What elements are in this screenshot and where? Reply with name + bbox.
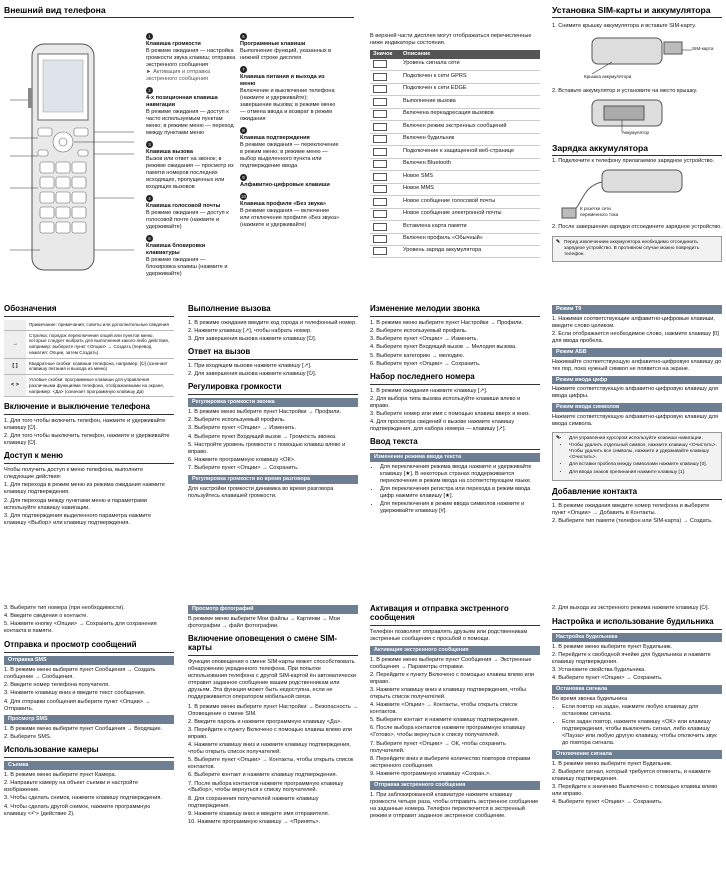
- key-title: Клавиша профиля «Без звука»: [240, 200, 326, 207]
- step: 6. Нажмите программную клавишу <ОК>.: [188, 456, 296, 463]
- alarm-off-bar: Отключение сигнала: [552, 750, 722, 759]
- note-bullet: • Для управления курсором используйте клавиши навигации.: [569, 436, 718, 442]
- keypad-key: [72, 222, 86, 233]
- step: 3. Выберите тип номера (при необходимости).: [4, 605, 125, 611]
- step: 1. В режиме меню выберите пункт Камера.: [4, 772, 117, 779]
- step: 1. Нажимая соответствующие алфавитно-цифровые клавиши, введите слово целиком.: [552, 315, 715, 329]
- callout-number: 4: [146, 195, 153, 202]
- step: 5. Настройте уровень громкости с помощью клавиш влево и вправо.: [188, 441, 346, 455]
- menu-access-intro: Чтобы получить доступ к меню телефона, выполните следующие действия:: [4, 467, 144, 481]
- note-icon: ✎: [556, 436, 561, 442]
- step: 4. Для отправки сообщения выберите пункт <Опции> → Отправить.: [4, 698, 151, 712]
- emergency-title: Активация и отправка экстренного сообщения: [370, 604, 509, 622]
- indicator-desc: Включена переадресация вызовов: [403, 110, 494, 117]
- step: 4. Выберите пункт Входящий вызов → Мелодия вызова.: [370, 344, 517, 351]
- alarm-section: [552, 605, 722, 808]
- alarm-setup-bar: Настройка будильника: [552, 633, 722, 642]
- alarm-stop-bar: Остановка сигнала: [552, 685, 722, 694]
- key-title: Клавиша громкости: [146, 40, 201, 47]
- key-description: [146, 141, 236, 191]
- indicator-row: [370, 171, 540, 183]
- step: 2. Для выхода из экстренного режима нажмите клавишу [⏻].: [552, 605, 710, 611]
- menu-access-title: Доступ к меню: [4, 451, 63, 461]
- indicator-row: [370, 221, 540, 233]
- indicator-row: [370, 196, 540, 208]
- keypad-key: [56, 177, 70, 188]
- key-text: Включение и выключение телефона (нажмите и удерживайте); завершение вызова; в режиме меню — отмена ввода и возврат в режим ожидания: [240, 87, 336, 122]
- step: 2. Выберите сигнал, который требуется отменить, и нажмите клавишу подтверждения.: [552, 769, 711, 783]
- answer-call-title: Ответ на вызов: [188, 347, 251, 357]
- callout-number: 2: [146, 87, 153, 94]
- step: 2. Введите пароль и нажмите программную клавишу <Да>.: [188, 718, 342, 725]
- step: 7. После выбора контактов нажмите программную клавишу <Выбор>, чтобы вернуться к списку получателей.: [188, 780, 344, 794]
- step: 2. Для выбора типа вызова используйте клавиши влево и вправо.: [370, 395, 521, 409]
- sim-alert-title: Включение оповещения о смене SIM-карты: [188, 633, 338, 652]
- indicator-row: [370, 83, 540, 95]
- step: 1. При заблокированной клавиатуре нажмите клавишу громкости четыре раза, чтобы отправить экстренное сообщение на заданные номера. Телефон переключится в экстренный режим и отправит заданное экстренное сообщение.: [370, 791, 539, 819]
- key-description: [240, 127, 340, 170]
- step: 3. Для завершения вызова нажмите клавишу [⏻].: [188, 336, 317, 343]
- step: 6. Выберите контакт и нажмите клавишу подтверждения.: [188, 772, 338, 779]
- step: 2. Введите номер телефона получателя.: [4, 682, 110, 689]
- step: 4. Нажмите <Опции> → Контакты, чтобы открыть список контактов.: [370, 702, 518, 716]
- indicator-row: [370, 71, 540, 83]
- note-icon: ✎: [556, 240, 561, 246]
- calls-section: [188, 305, 358, 501]
- sim-step1: 1. Снимите крышку аккумулятора и вставьте SIM-карту.: [552, 23, 697, 30]
- step: 1. В режиме меню выберите пункт Сообщения → Экстренные сообщения → Параметры отправки.: [370, 656, 532, 670]
- indicator-icon: [373, 247, 387, 255]
- step: 3. Нажмите клавишу вниз и клавишу подтверждения, чтобы открыть список получателей.: [370, 686, 527, 700]
- indicator-icon: [373, 185, 387, 193]
- bullet: • Для переключения регистра или перехода в режим ввода цифр нажмите клавишу [★].: [380, 486, 540, 500]
- sim-title: Установка SIM-карты и аккумулятора: [552, 5, 711, 15]
- label-battery-cover: Крышка аккумулятора: [584, 73, 632, 79]
- callout-number: 7: [240, 66, 247, 73]
- bullet: • Если повтор на задан, нажмите любую клавишу для остановки сигнала.: [562, 704, 722, 718]
- callout-number: 8: [240, 127, 247, 134]
- key-text: В режиме ожидания — доступ к голосовой почте (нажмите и удерживайте): [146, 209, 229, 230]
- alarm-title: Настройка и использование будильника: [552, 616, 714, 626]
- volume-title: Регулировка громкости: [188, 382, 282, 392]
- indicator-desc: Подключение к защищенной веб-странице: [403, 147, 515, 154]
- key-description: [240, 66, 340, 123]
- legend-row: [4, 358, 174, 374]
- indicator-desc: Включен Bluetooth: [403, 160, 451, 167]
- step: 5. Выберите пункт <Опции> → Контакты, чтобы открыть список контактов.: [188, 757, 354, 771]
- keypad-key: [72, 177, 86, 188]
- step: 1. В режиме меню выберите пункт Сообщения → Входящие.: [4, 726, 163, 733]
- charge-step2: 2. После завершения зарядки отсоедините зарядное устройство.: [552, 224, 722, 231]
- view-photos-text: В режиме меню выберите Мои файлы → Картинки → Мои фотографии → файл фотографии.: [188, 615, 340, 629]
- label-sim: SIM-карта: [692, 45, 714, 51]
- abc-text: Нажимайте соответствующую алфавитно-цифровую клавишу до тех пор, пока нужный символ не появится на экране.: [552, 358, 722, 372]
- make-call-title: Выполнение вызова: [188, 304, 271, 313]
- symbols-text: Нажмите соответствующую алфавитно-цифровую клавишу для ввода символа.: [552, 414, 719, 428]
- step: 2. Выберите SMS.: [4, 734, 52, 741]
- digits-text: Нажмите соответствующую алфавитно-цифровую клавишу для ввода цифры.: [552, 386, 719, 400]
- indicator-desc: Новое MMS: [403, 185, 434, 192]
- note-bullet: • Для вставки пробела между символами нажмите клавишу [0].: [569, 462, 718, 468]
- indicator-icon: [373, 85, 387, 93]
- key-title: Клавиша голосовой почты: [146, 202, 221, 209]
- step: 2. Направьте камеру на объект съемки и настройте изображение.: [4, 780, 138, 794]
- indicator-icon: [373, 160, 387, 168]
- step: 8. Перейдите вниз и выберите количество повторов отправки экстренного сообщения.: [370, 755, 531, 769]
- key-text: В режиме ожидания — включение или отключение профиля «Без звука» (нажмите и удерживайте): [240, 207, 340, 228]
- step: 3. Перейдите к значению Выключено с помощью клавиш влево или вправо.: [552, 784, 718, 798]
- view-sms-bar: Просмотр SMS: [4, 715, 174, 724]
- page-title-phone-appearance: Внешний вид телефона: [4, 5, 106, 15]
- label-battery: Аккумулятор: [622, 129, 650, 135]
- bullet: • Для переключения в режим ввода символов нажмите и удерживайте клавишу [#].: [380, 501, 540, 515]
- legend-text: Угловые скобки: программные клавиши для управления различными функциями телефона, отображаемыми на экране, например: <Да> (означает программную клавишу Да): [29, 377, 165, 394]
- indicator-icon: [373, 198, 387, 206]
- step: 1. В режиме меню выберите пункт Будильник.: [552, 760, 672, 767]
- key-text: В режиме ожидания — переключение в режим меню; в режиме меню — выбор выделенного пункта или подтверждение ввода: [240, 141, 339, 169]
- indicator-desc: Включен режим экстренных сообщений: [403, 122, 507, 129]
- emergency-section: [370, 605, 540, 821]
- step: 3. Перейдите к пункту Включено с помощью клавиш влево или вправо.: [188, 726, 353, 740]
- indicator-row: [370, 96, 540, 108]
- step: 4. Введите сведения о контакте.: [4, 613, 88, 620]
- call-volume-text: Для настройки громкости динамика во время разговора пользуйтесь клавишей громкости.: [188, 485, 334, 499]
- photos-sim-section: [188, 605, 358, 827]
- legend-symbol: →: [4, 330, 26, 358]
- power-title: Включение и выключение телефона: [4, 402, 150, 412]
- indicator-desc: Подключен к сети EDGE: [403, 85, 467, 92]
- charge-note: ✎ Перед извлечением аккумулятора необходимо отсоединить зарядное устройство. В противном случае можно повредить телефон.: [552, 236, 722, 262]
- sim-image: [552, 32, 722, 88]
- indicator-desc: Новое сообщение голосовой почты: [403, 197, 496, 204]
- note-bullet: • Для ввода знаков препинания нажмите клавишу [1].: [569, 470, 718, 476]
- step: 4. Для просмотра сведений о вызове нажмите клавишу подтверждения, для набора номера — клавишу [↗].: [370, 419, 515, 433]
- key-text: Выполнение функций, указанных в нижней строке дисплея: [240, 47, 332, 61]
- step: 9. Нажмите программную клавишу <Сохран.>.: [370, 770, 491, 777]
- key-description: [146, 235, 236, 278]
- callout-number: 9: [240, 174, 247, 181]
- charging-title: Зарядка аккумулятора: [552, 142, 649, 153]
- step: 2. Перейдите к свободной ячейке для будильника и нажмите клавишу подтверждения.: [552, 651, 711, 665]
- step: 2. Выберите используемый профиль.: [370, 328, 468, 335]
- indicator-desc: Уровень заряда аккумулятора: [403, 247, 482, 254]
- input-modes-section: [552, 305, 722, 526]
- step: 3. Установите свойства будильника.: [552, 667, 646, 674]
- step: 1. В режиме меню выберите пункт Настройки → Профили.: [188, 409, 342, 416]
- key-title: Клавиша вызова: [146, 148, 194, 155]
- legend-row: [4, 320, 174, 330]
- step: 1. В режиме ожидания нажмите клавишу [↗].: [370, 387, 488, 394]
- key-text: В режиме ожидания — блокировка клавиш (нажмите и удерживайте): [146, 256, 228, 277]
- step: 4. Выберите пункт Входящий вызов → Громкость звонка.: [188, 433, 337, 440]
- redial-title: Набор последнего номера: [370, 371, 475, 381]
- view-photos-bar: Просмотр фотографий: [188, 605, 358, 614]
- indicator-icon: [373, 173, 387, 181]
- legend-title: Обозначения: [4, 304, 57, 313]
- step: 7. Выберите пункт <Опции> → Сохранить.: [188, 465, 299, 472]
- alarm-stop-intro: Во время звонка будильника: [552, 695, 628, 702]
- step: 3. Выберите пункт <Опции> → Изменить.: [370, 336, 479, 343]
- input-mode-bar: Изменение режима ввода текста: [370, 453, 540, 462]
- step: 1. В режиме ожидания введите код города и телефонный номер.: [188, 319, 357, 326]
- keypad-key: [40, 222, 54, 233]
- indicator-icon: [373, 210, 387, 218]
- indicator-row: [370, 59, 540, 71]
- bullet: • Для переключения режима ввода нажмите и удерживайте клавишу [★]. В некоторых странах поддерживается переключение в режим ввода на соответствующем языке.: [380, 464, 540, 485]
- ring-volume-bar: Регулировка громкости звонка: [188, 398, 358, 407]
- step: 8. Для сохранения получателей нажмите клавишу подтверждения.: [188, 795, 319, 809]
- indicator-icon: [373, 98, 387, 106]
- legend-row: [4, 330, 174, 358]
- step: 5. Нажмите кнопку <Опции> → Сохранить для сохранения контакта в памяти.: [4, 621, 157, 635]
- key-extra: ► Активация и отправка экстренного сообщения: [146, 68, 211, 82]
- callout-number: 10: [241, 193, 246, 199]
- indicator-icon: [373, 123, 387, 131]
- step: 3. Чтобы сделать снимок, нажмите клавишу подтверждения.: [4, 795, 162, 802]
- key-title: Алфавитно-цифровые клавиши: [240, 181, 330, 188]
- indicator-row: [370, 133, 540, 145]
- indicator-icon: [373, 60, 387, 68]
- key-description: [146, 87, 236, 137]
- step: 6. После выбора контактов нажмите программную клавишу <Готово>, чтобы вернуться к списку получателей.: [370, 725, 526, 739]
- indicator-row: [370, 183, 540, 195]
- callout-number: 3: [146, 141, 153, 148]
- callout-number: 5: [146, 235, 153, 242]
- step: 1. В режиме ожидания введите номер телефона и выберите пункт <Опции> → Добавить в Контакты.: [552, 502, 710, 516]
- keypad-key: [56, 162, 70, 173]
- legend-row: [4, 375, 174, 397]
- sim-alert-intro: Функция оповещения о смене SIM-карты может способствовать обнаружению украденного телефона. При попытке использования телефона с другой SIM-картой ён автоматически отправит заданное сообщение вашим родственникам или друзьям. Эта функция может быть недоступна, если не поддерживается оператором мобильной связи.: [188, 658, 356, 700]
- keypad-key: [72, 192, 86, 203]
- label-ac-outlet: К розетке сети переменного тока: [580, 206, 619, 217]
- step: 2. Если отображается необходимое слово, нажмите клавишу [0] для ввода пробела.: [552, 330, 719, 344]
- emergency-send-bar: Отправка экстренного сообщения: [370, 781, 540, 790]
- step: 1. В режиме меню выберите пункт Сообщения → Создать сообщение → Сообщения.: [4, 667, 156, 680]
- step: 2. Выберите используемый профиль.: [188, 417, 286, 424]
- step: 1. В режиме меню выберите пункт Настройки → Профили.: [370, 319, 524, 326]
- battery-image: [552, 96, 722, 140]
- step: 4. Выберите пункт <Опции> → Сохранить.: [552, 675, 663, 682]
- step: 3. Выберите номер или имя с помощью клавиш вверх и вниз.: [370, 411, 531, 418]
- text-input-title: Ввод текста: [370, 437, 418, 447]
- callout-number: 1: [146, 33, 153, 40]
- note-bullet: • Чтобы удалить отдельный символ, нажмите клавишу <Очистить>. Чтобы удалить все символы, нажмите и удерживайте клавишу <Очистить>.: [569, 443, 718, 461]
- step: 5. Выберите контакт и нажмите клавишу подтверждения.: [370, 717, 520, 724]
- indicator-desc: Новое SMS: [403, 172, 433, 179]
- key-title: 4-х позиционная клавиша навигации: [146, 94, 218, 108]
- legend-symbol: [4, 320, 26, 330]
- indicator-desc: Выполнение вызова: [403, 97, 456, 104]
- step: 10. Нажмите программную клавишу → <Принять>.: [188, 818, 321, 825]
- power-steps: 1. Для того чтобы включить телефон, нажмите и удерживайте клавишу [⏻]. 2. Для того чтобы выключить телефон, нажмите и удерживайте клавишу [⏻].: [4, 418, 170, 447]
- step: 1. При входящем вызове нажмите клавишу [↗].: [188, 363, 312, 370]
- indicator-desc: Подключен к сети GPRS: [403, 72, 467, 79]
- digits-bar: Режим ввода цифр: [552, 376, 722, 385]
- key-title: Клавиша питания и выхода из меню: [240, 73, 325, 87]
- step: 4. Чтобы сделать другой снимок, нажмите программную клавишу <↶> (действие 2).: [4, 803, 151, 817]
- menu-access-steps: 1. Для перехода в режим меню из режима ожидания нажмите клавишу подтверждения. 2. Для перехода между пунктами меню и параметрами используйте клавишу навигации. 3. Для подтверждения выделенного параметра нажмите клавишу <Выбор> или клавишу подтверждения.: [4, 482, 165, 526]
- key-text: В режиме ожидания — настройка громкости звука клавиш; отправка экстренного сообщения: [146, 47, 236, 68]
- key-description: [146, 33, 236, 83]
- camera-title: Использование камеры: [4, 745, 99, 755]
- keypad-key: [40, 162, 54, 173]
- indicator-desc: Включен профиль «Обычный»: [403, 235, 483, 242]
- indicators-intro: В верхней части дисплея могут отображаться перечисленные ниже индикаторы состояния.: [370, 33, 532, 46]
- indicator-row: [370, 146, 540, 158]
- indicator-desc: Новое сообщение электронной почты: [403, 210, 502, 217]
- charger-image: [552, 166, 722, 224]
- keypad-key: [40, 207, 54, 218]
- charge-step1: 1. Подключите к телефону прилагаемое зарядное устройство.: [552, 158, 715, 165]
- indicator-icon: [373, 110, 387, 118]
- call-volume-bar: Регулировка громкости во время разговора: [188, 475, 358, 484]
- indicator-icon: [373, 223, 387, 231]
- step: 2. Перейдите к пункту Включено с помощью клавиш влево или вправо.: [370, 671, 535, 685]
- keypad-key: [56, 207, 70, 218]
- key-description: [240, 174, 340, 189]
- indicator-row: [370, 121, 540, 133]
- abc-bar: Режим АБВ: [552, 348, 722, 357]
- phone-illustration: [10, 38, 134, 278]
- messages-title: Отправка и просмотр сообщений: [4, 640, 137, 650]
- indicator-row: [370, 245, 540, 257]
- step: 7. Выберите пункт <Опции> → ОК, чтобы сохранить получателей.: [370, 740, 506, 754]
- step: 3. Выберите пункт <Опции> → Изменить.: [188, 425, 297, 432]
- legend-text: Квадратные скобки: клавиши телефона, например: [⏻] (означает клавишу питания и выхода из меню): [29, 360, 168, 372]
- step: 4. Нажмите клавишу вниз и нажмите клавишу подтверждения, чтобы открыть список получателей.: [188, 742, 351, 755]
- key-description: [146, 195, 236, 231]
- symbols-bar: Режим ввода символов: [552, 403, 722, 412]
- key-title: Клавиша подтверждения: [240, 134, 310, 141]
- add-contact-title: Добавление контакта: [552, 486, 638, 496]
- step: 2. Нажмите клавишу [↗], чтобы набрать номер.: [188, 328, 312, 335]
- key-description: [240, 33, 340, 62]
- indicator-row: [370, 158, 540, 170]
- key-title: Программные клавиши: [240, 40, 306, 47]
- step: 6. Выберите пункт <Опции> → Сохранить.: [370, 360, 481, 367]
- send-sms-bar: Отправка SMS: [4, 656, 174, 665]
- legend-symbol: < >: [4, 375, 26, 397]
- indicator-desc: Уровень сигнала сети: [403, 60, 460, 67]
- step: 5. Выберите категорию → мелодию.: [370, 352, 465, 359]
- legend-section: [4, 305, 174, 528]
- key-description: [240, 193, 340, 229]
- keypad-key: [40, 177, 54, 188]
- bullet: • Если задан повтор, нажмите клавишу <ОК> или клавишу подтверждения, чтобы выключить сигнал, либо клавишу <Пауза> или любую другую клавишу, чтобы отключить звук до повтора сигнала.: [562, 719, 722, 747]
- sim-battery-section: [552, 6, 722, 262]
- ringtone-title: Изменение мелодии звонка: [370, 304, 480, 313]
- key-title: Клавиша блокировки клавиатуры: [146, 242, 206, 256]
- indicator-row: [370, 208, 540, 220]
- legend-table: [4, 320, 174, 397]
- indicators-section: [370, 33, 540, 258]
- keypad-key: [56, 192, 70, 203]
- input-note: [552, 432, 722, 481]
- sim-step2: 2. Вставьте аккумулятор и установите на место крышку.: [552, 87, 698, 94]
- key-descriptions-left: [146, 33, 236, 282]
- indicator-icon: [373, 135, 387, 143]
- shooting-bar: Съемка: [4, 761, 174, 770]
- indicator-icon: [373, 148, 387, 156]
- key-descriptions-right: [240, 33, 340, 233]
- indicator-row: [370, 108, 540, 120]
- indicators-table: [370, 50, 540, 258]
- step: 4. Выберите пункт <Опции> → Сохранить.: [552, 799, 663, 806]
- emergency-intro: Телефон позволяет отправлять друзьям или родственникам экстренные сообщения с просьбой о помощи.: [370, 628, 528, 642]
- step: 1. В режиме меню выберите пункт Настройки → Безопасность → Оповещение о смене SIM.: [188, 703, 358, 717]
- ringtone-section: [370, 305, 540, 516]
- legend-symbol: [ ]: [4, 358, 26, 374]
- t9-bar: Режим Т9: [552, 305, 722, 314]
- keypad-key: [72, 162, 86, 173]
- callout-number: 6: [240, 33, 247, 40]
- keypad-key: [56, 222, 70, 233]
- step: 3. Нажмите клавишу вниз и введите текст сообщения.: [4, 690, 146, 697]
- step: 1. В режиме меню выберите пункт Будильник.: [552, 643, 672, 650]
- step: 9. Нажмите клавишу вниз и введите имя отправителя.: [188, 810, 330, 817]
- indicator-icon: [373, 73, 387, 81]
- indicator-row: [370, 233, 540, 245]
- keypad-key: [40, 192, 54, 203]
- emergency-activate-bar: Активация экстренного сообщения: [370, 646, 540, 655]
- keypad-key: [72, 207, 86, 218]
- step: 2. Выберите тип памяти (телефон или SIM-карта) → Создать.: [552, 517, 713, 524]
- legend-text: Примечание: примечания, советы или дополнительные сведения: [29, 321, 169, 327]
- indicator-desc: Включен будильник: [403, 135, 455, 142]
- step: 2. Для завершения вызова нажмите клавишу [⏻].: [188, 371, 317, 378]
- key-text: В режиме ожидания — доступ к часто используемым пунктам меню; в режиме меню — переход между пунктами меню: [146, 108, 234, 136]
- indicator-icon: [373, 235, 387, 243]
- legend-text: Стрелка: порядок переключения опций или пунктов меню, которые следует выбрать для выполнения какого-либо действия, например: выберите пункт <Опции> → Создать (перевод нажатия: Опции, затем Создать): [29, 332, 170, 355]
- col-desc-header: Описание: [403, 50, 431, 57]
- key-text: Вызов или ответ на звонок; в режиме ожидания — просмотр из памяти номеров последних исходящих, пропущенных или входящих вызовов: [146, 155, 234, 190]
- col-icon-header: Значок: [373, 50, 393, 57]
- indicator-desc: Вставлена карта памяти: [403, 222, 467, 229]
- messages-section: [4, 605, 174, 819]
